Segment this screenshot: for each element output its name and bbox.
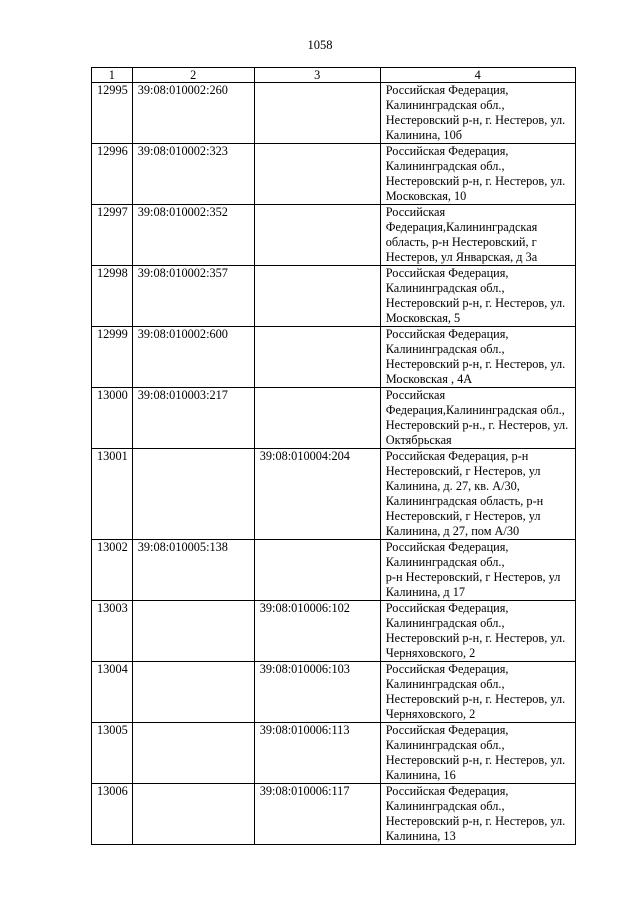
address-cell: Российская Федерация,Калининградская обл., Нестеровский р-н., г. Нестеров, ул. Октябрьская — [380, 388, 575, 449]
address-cell: Российская Федерация, Калининградская обл., Нестеровский р-н, г. Нестеров, ул. Черняховского, 2 — [380, 601, 575, 662]
address-cell: Российская Федерация,Калининградская область, р-н Нестеровский, г Нестеров, ул Январская, д 3а — [380, 205, 575, 266]
cadastral-number-cell: 39:08:010002:357 — [132, 266, 254, 327]
cadastral-number-alt-cell: 39:08:010004:204 — [254, 449, 380, 540]
address-cell: Российская Федерация, Калининградская обл., р-н Нестеровский, г Нестеров, ул Калинина, д 17 — [380, 540, 575, 601]
table-row — [92, 723, 576, 784]
cadastral-number-alt-cell — [254, 144, 380, 205]
table-row — [92, 266, 576, 327]
table-row — [92, 449, 576, 540]
column-header-1: 1 — [92, 68, 133, 83]
table-row — [92, 662, 576, 723]
cadastral-number-alt-cell: 39:08:010006:102 — [254, 601, 380, 662]
cadastral-number-cell: 39:08:010002:352 — [132, 205, 254, 266]
cadastral-number-cell — [132, 662, 254, 723]
cadastral-number-alt-cell: 39:08:010006:113 — [254, 723, 380, 784]
address-cell: Российская Федерация, Калининградская обл., Нестеровский р-н, г. Нестеров, ул. Московская, 5 — [380, 266, 575, 327]
header-row — [92, 68, 576, 83]
cadastral-number-cell — [132, 784, 254, 845]
cadastral-number-cell: 39:08:010005:138 — [132, 540, 254, 601]
table-row — [92, 784, 576, 845]
row-number-cell: 13000 — [92, 388, 133, 449]
row-number-cell: 12995 — [92, 83, 133, 144]
cadastral-number-cell — [132, 723, 254, 784]
column-header-4: 4 — [380, 68, 575, 83]
row-number-cell: 13002 — [92, 540, 133, 601]
cadastral-number-alt-cell — [254, 327, 380, 388]
cadastral-number-alt-cell — [254, 388, 380, 449]
cadastral-number-cell: 39:08:010002:260 — [132, 83, 254, 144]
row-number-cell: 12999 — [92, 327, 133, 388]
page-number: 1058 — [307, 38, 333, 52]
row-number-cell: 13006 — [92, 784, 133, 845]
cadastral-number-alt-cell — [254, 540, 380, 601]
address-cell: Российская Федерация, Калининградская обл., Нестеровский р-н, г. Нестеров, ул. Калинина, 13 — [380, 784, 575, 845]
table-row — [92, 205, 576, 266]
address-cell: Российская Федерация, Калининградская обл., Нестеровский р-н, г. Нестеров, ул. Московская, 10 — [380, 144, 575, 205]
table-row — [92, 601, 576, 662]
table-row — [92, 388, 576, 449]
address-cell: Российская Федерация, р-н Нестеровский, г Нестеров, ул Калинина, д. 27, кв. А/30, Калининградская область, р-н Нестеровский, г Нестеров, ул Калинина, д 27, пом А/30 — [380, 449, 575, 540]
address-cell: Российская Федерация, Калининградская обл., Нестеровский р-н, г. Нестеров, ул. Черняховского, 2 — [380, 662, 575, 723]
address-cell: Российская Федерация, Калининградская обл., Нестеровский р-н, г. Нестеров, ул. Калинина, 16 — [380, 723, 575, 784]
cadastral-number-cell — [132, 601, 254, 662]
row-number-cell: 12998 — [92, 266, 133, 327]
row-number-cell: 12996 — [92, 144, 133, 205]
row-number-cell: 13005 — [92, 723, 133, 784]
row-number-cell: 12997 — [92, 205, 133, 266]
row-number-cell: 13004 — [92, 662, 133, 723]
cadastral-number-alt-cell: 39:08:010006:117 — [254, 784, 380, 845]
address-cell: Российская Федерация, Калининградская обл., Нестеровский р-н, г. Нестеров, ул. Московская , 4А — [380, 327, 575, 388]
row-number-cell: 13001 — [92, 449, 133, 540]
table-row — [92, 144, 576, 205]
cadastral-number-alt-cell — [254, 266, 380, 327]
cadastral-number-cell: 39:08:010003:217 — [132, 388, 254, 449]
cadastral-number-cell: 39:08:010002:323 — [132, 144, 254, 205]
column-header-2: 2 — [132, 68, 254, 83]
table-row — [92, 327, 576, 388]
address-cell: Российская Федерация, Калининградская обл., Нестеровский р-н, г. Нестеров, ул. Калинина, 10б — [380, 83, 575, 144]
cadastral-number-alt-cell — [254, 83, 380, 144]
registry-table — [91, 67, 576, 845]
cadastral-number-cell — [132, 449, 254, 540]
column-header-3: 3 — [254, 68, 380, 83]
row-number-cell: 13003 — [92, 601, 133, 662]
table-row — [92, 83, 576, 144]
cadastral-number-alt-cell: 39:08:010006:103 — [254, 662, 380, 723]
table-row — [92, 540, 576, 601]
cadastral-number-cell: 39:08:010002:600 — [132, 327, 254, 388]
cadastral-number-alt-cell — [254, 205, 380, 266]
